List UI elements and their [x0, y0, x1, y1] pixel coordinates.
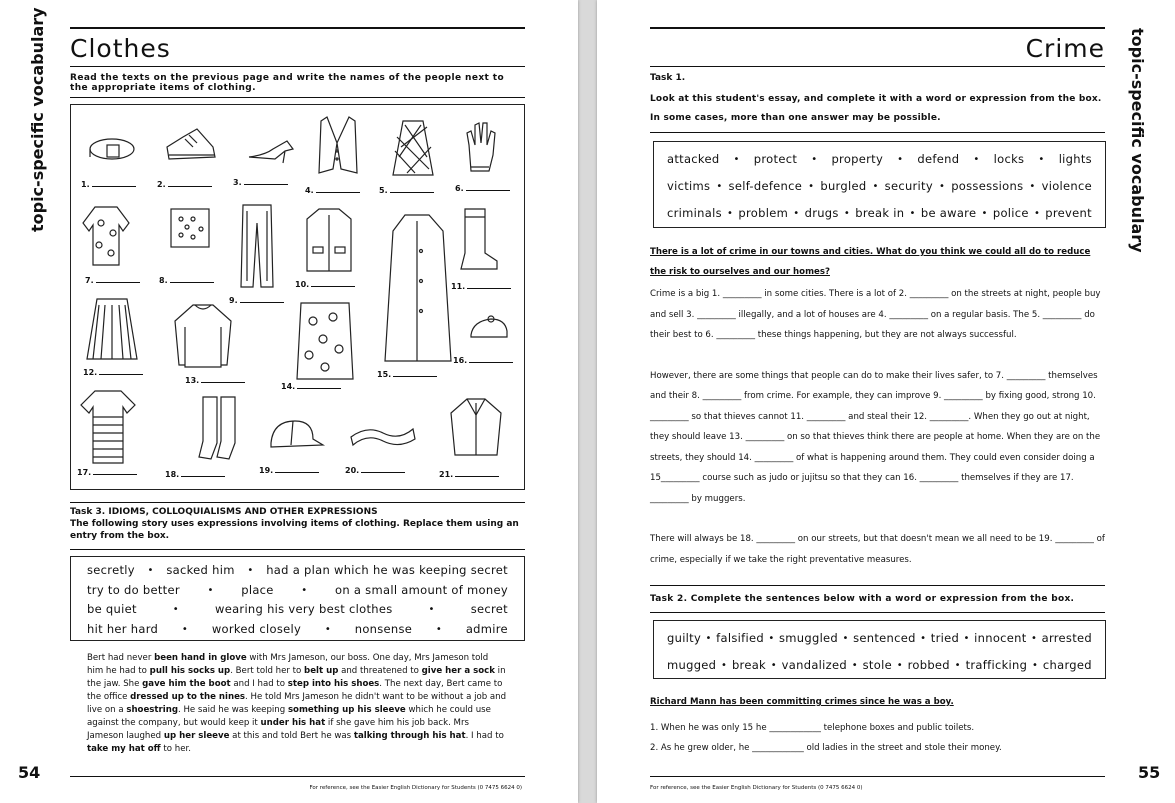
item-number: 11.	[451, 281, 511, 291]
bullet-separator: •	[1038, 154, 1045, 165]
essay-question: There is a lot of crime in our towns and cities. What do you think we could all do to reduce the risk to ourselves and our homes?	[650, 247, 1091, 277]
idiom-phrase: give her a sock	[421, 666, 495, 676]
word-box-row	[87, 581, 508, 601]
word-box-entry: victims	[667, 179, 711, 193]
task2-bottom-rule	[650, 612, 1105, 613]
side-label-left: topic-specific vocabulary	[28, 7, 47, 232]
item-number: 6.	[455, 183, 510, 193]
word-box-entry: break	[731, 658, 766, 672]
cardigan-icon	[447, 395, 505, 459]
word-box-row	[667, 146, 1092, 173]
idiom-phrase: under his hat	[260, 718, 326, 728]
sentence-1: 1. When he was only 15 he ____________ telephone boxes and public toilets.	[650, 723, 975, 733]
footer-rule	[650, 776, 1105, 777]
task3-bottom-rule	[70, 549, 525, 550]
clothes-picture-box	[70, 104, 525, 490]
word-box-entry: nonsense	[354, 621, 413, 636]
boot-icon	[457, 205, 499, 275]
task1-title: Task 1.	[650, 73, 686, 83]
high-heel-shoe-icon	[245, 135, 295, 165]
word-box-entry: innocent	[974, 631, 1027, 645]
bullet-separator: •	[207, 584, 214, 596]
word-box-entry: stole	[862, 658, 892, 672]
story-text: . The next day, Bert came to the office	[87, 679, 503, 702]
item-number: 7.	[85, 275, 140, 285]
idiom-phrase: shoestring	[126, 705, 178, 715]
word-box-entry: charged	[1042, 658, 1092, 672]
item-number: 14.	[281, 381, 341, 391]
task3-instructions: The following story uses expressions involving items of clothing. Replace them using an entry from the box.	[70, 519, 519, 541]
word-box-entry: trafficking	[965, 658, 1028, 672]
bullet-separator: •	[301, 584, 308, 596]
word-box-entry: burgled	[820, 179, 867, 193]
item-number: 17.	[77, 467, 137, 477]
word-box-row	[667, 173, 1092, 200]
bullet-separator: •	[768, 633, 775, 644]
bullet-separator: •	[727, 208, 734, 219]
story-text: with Mrs Jameson, our boss. One day, Mrs Jameson told him he had to	[87, 653, 489, 676]
story-text: . He told Mrs Jameson he didn't want to be without a job and live on a	[87, 692, 507, 715]
bullet-separator: •	[872, 181, 879, 192]
story-text: . Bert told her to	[230, 666, 305, 676]
task3-title: Task 3. IDIOMS, COLLOQUIALISMS AND OTHER EXPRESSIONS	[70, 507, 378, 517]
bullet-separator: •	[811, 154, 818, 165]
story-text: in the jaw. She	[87, 666, 506, 689]
page-title: Crime	[1025, 34, 1105, 63]
word-box-entry: try to do better	[87, 582, 180, 597]
idiom-phrase: up her sleeve	[163, 731, 230, 741]
idiom-phrase: dressed up to the nines	[130, 692, 246, 702]
essay-paragraph: However, there are some things that people can do to make their lives safer, to 7. _________ themselves and their 8. _________ from crime. For example, they can improve 9. _________ by fixing good, strong 10. _________ so that thieves cannot 11. _________ and steal their 12. _________. When they go out at night, they should leave 13. _________ on so that thieves think there are people at home. When they are on the streets, they should 14. _________ of what is happening around them. They could even consider doing a 15_________ course such as judo or jujitsu so that they can 16. _________ themselves if they are 17. _________ by muggers.	[650, 370, 1101, 504]
bullet-separator: •	[147, 565, 154, 576]
bullet-separator: •	[954, 660, 961, 671]
word-box-row	[87, 561, 508, 581]
story-text: which he could use against the company, but would keep it	[87, 705, 491, 728]
bullet-separator: •	[172, 604, 179, 615]
bullet-separator: •	[897, 154, 904, 165]
item-number: 3.	[233, 177, 288, 187]
bullet-separator: •	[247, 565, 254, 576]
bullet-separator: •	[973, 154, 980, 165]
word-box-entry: place	[241, 582, 274, 597]
bullet-separator: •	[1033, 208, 1041, 219]
essay-text	[650, 284, 1110, 590]
word-box-entry: mugged	[667, 658, 717, 672]
word-box-entry: falsified	[716, 631, 764, 645]
idiom-phrase: gave him the boot	[142, 679, 231, 689]
story-text: and threatened to	[338, 666, 422, 676]
bullet-separator: •	[1029, 181, 1036, 192]
idiom-phrase: take my hat off	[87, 744, 161, 754]
jacket-icon	[303, 205, 355, 277]
bullet-separator: •	[733, 154, 740, 165]
word-box-entry: tried	[930, 631, 960, 645]
word-box-entry: violence	[1041, 179, 1092, 193]
page-number: 55	[1138, 763, 1161, 782]
task2-title: Task 2. Complete the sentences below with a word or expression from the box.	[650, 594, 1075, 604]
word-box-entry: wearing his very best clothes	[214, 602, 393, 616]
story-text: if she gave him his job back. Mrs Jameson laughed	[87, 718, 469, 741]
left-page	[0, 0, 578, 803]
item-number: 18.	[165, 469, 225, 479]
waistcoat-icon	[315, 113, 361, 179]
sentence-2: 2. As he grew older, he ____________ old ladies in the street and stole their money.	[650, 743, 1002, 753]
item-number: 5.	[379, 185, 434, 195]
word-box-entry: police	[992, 206, 1029, 220]
socks-icon	[195, 393, 241, 465]
page-title: Clothes	[70, 34, 171, 63]
word-box-entry: criminals	[667, 206, 722, 220]
cap-icon	[267, 417, 327, 453]
story-text: at this and told Bert he was	[229, 731, 354, 741]
item-number: 8.	[159, 275, 214, 285]
footer-rule	[70, 776, 525, 777]
trainer-icon	[163, 125, 219, 167]
word-box-entry: be quiet	[87, 602, 137, 616]
word-box-entry: locks	[993, 152, 1025, 166]
word-box-entry: hit her hard	[87, 621, 159, 636]
word-box-entry: problem	[738, 206, 789, 220]
word-box-entry: be aware	[920, 206, 977, 220]
sweater-icon	[171, 301, 235, 371]
story-text: . I had to	[465, 731, 504, 741]
item-number: 12.	[83, 367, 143, 377]
bullet-separator: •	[842, 633, 849, 644]
idiom-phrase: pull his socks up	[149, 666, 231, 676]
word-box-entry: self-defence	[728, 179, 803, 193]
word-box-row	[667, 652, 1092, 679]
item-number: 20.	[345, 465, 405, 475]
story-heading: Richard Mann has been committing crimes since he was a boy.	[650, 697, 954, 707]
word-box-entry: attacked	[667, 152, 720, 166]
word-box-entry: sacked him	[166, 563, 235, 577]
essay-paragraph: Crime is a big 1. _________ in some cities. There is a lot of 2. _________ on the streets at night, people buy and sell 3. _________ illegally, and a lot of houses are 4. _________ on a regular basis. The 5. _________ do their best to 6. _________ these things happening, but they are not always successful.	[650, 289, 1101, 340]
title-rule	[650, 66, 1105, 67]
task1-instructions: Look at this student's essay, and complete it with a word or expression from the box. In some cases, more than one answer may be possible.	[650, 94, 1102, 123]
item-number: 1.	[81, 179, 136, 189]
word-box-entry: smuggled	[778, 631, 839, 645]
story-text: and I had to	[230, 679, 288, 689]
word-box-entry: security	[884, 179, 933, 193]
slipper-icon	[467, 313, 511, 343]
bullet-separator: •	[1030, 633, 1038, 644]
crime-word-box-2	[653, 620, 1106, 679]
bullet-separator: •	[181, 623, 189, 635]
bullet-separator: •	[851, 660, 858, 671]
task2-rule	[650, 585, 1105, 586]
essay-paragraph: There will always be 18. _________ on our streets, but that doesn't mean we all need to be 19. _________ of crime, especially if we take the right preventative measures.	[650, 534, 1105, 565]
task3-rule	[70, 502, 525, 503]
belt-icon	[87, 133, 137, 169]
bullet-separator: •	[793, 208, 800, 219]
bullet-separator: •	[324, 623, 332, 635]
word-box-entry: on a small amount of money	[335, 582, 508, 597]
item-number: 13.	[185, 375, 245, 385]
bullet-separator: •	[909, 208, 916, 219]
item-number: 15.	[377, 369, 437, 379]
side-label-right: topic-specific vocabulary	[1128, 28, 1147, 253]
item-number: 2.	[157, 179, 212, 189]
item-number: 9.	[229, 295, 284, 305]
story-text: Bert had never	[87, 653, 155, 663]
word-box-entry: robbed	[907, 658, 950, 672]
glove-icon	[463, 119, 499, 177]
bullet-separator: •	[716, 181, 723, 192]
word-box-entry: drugs	[804, 206, 839, 220]
bullet-separator: •	[920, 633, 927, 644]
word-box-entry: secret	[470, 602, 508, 616]
striped-tshirt-icon	[79, 387, 137, 467]
bullet-separator: •	[843, 208, 851, 219]
coat-icon	[383, 211, 453, 371]
word-box-entry: vandalized	[781, 658, 847, 672]
idiom-phrase: belt up	[304, 666, 339, 676]
word-box-entry: prevent	[1045, 206, 1092, 220]
spotted-scarf-icon	[167, 205, 213, 253]
bullet-separator: •	[721, 660, 728, 671]
pleated-skirt-icon	[85, 295, 139, 363]
idiom-phrase: been hand in glove	[154, 653, 247, 663]
word-box-entry: protect	[753, 152, 798, 166]
flowered-shirt-icon	[81, 201, 131, 271]
item-number: 10.	[295, 279, 355, 289]
word-box-entry: secretly	[87, 563, 135, 577]
footer-reference: For reference, see the Easier English Dictionary for Students (0 7475 6624 0)	[309, 785, 522, 791]
footer-reference: For reference, see the Easier English Dictionary for Students (0 7475 6624 0)	[650, 785, 863, 791]
item-number: 16.	[453, 355, 513, 365]
idiom-phrase: talking through his hat	[353, 731, 466, 741]
instructions: Read the texts on the previous page and write the names of the people next to the appropriate items of clothing.	[70, 73, 505, 93]
bullet-separator: •	[981, 208, 988, 219]
trousers-icon	[237, 201, 277, 289]
item-number: 21.	[439, 469, 499, 479]
bullet-separator: •	[428, 604, 435, 615]
word-box-row	[87, 600, 508, 620]
right-page	[597, 0, 1175, 803]
idiom-phrase: step into his shoes	[287, 679, 380, 689]
scarf-icon	[347, 421, 417, 449]
word-box-entry: property	[831, 152, 884, 166]
idiom-phrase: something up his sleeve	[287, 705, 406, 715]
word-box-entry: break in	[855, 206, 905, 220]
word-box-entry: arrested	[1041, 631, 1092, 645]
top-rule	[70, 27, 525, 29]
word-box-row	[667, 200, 1092, 227]
top-rule	[650, 27, 1105, 29]
story-text: to her.	[160, 744, 191, 754]
word-box-entry: worked closely	[211, 621, 302, 636]
page-number: 54	[18, 763, 41, 782]
flowered-skirt-icon	[295, 299, 355, 383]
clothing-idioms-story	[87, 652, 507, 756]
title-rule	[70, 66, 525, 67]
bullet-separator: •	[808, 181, 815, 192]
bullet-separator: •	[770, 660, 777, 671]
bullet-separator: •	[705, 633, 712, 644]
word-box-entry: guilty	[667, 631, 702, 645]
word-box-entry: had a plan which he was keeping secret	[266, 563, 508, 577]
idioms-word-box	[70, 556, 525, 641]
bullet-separator: •	[435, 623, 443, 635]
bullet-separator: •	[896, 660, 903, 671]
word-box-row	[87, 620, 508, 640]
word-box-row	[667, 625, 1092, 652]
bullet-separator: •	[1031, 660, 1039, 671]
bullet-separator: •	[938, 181, 946, 192]
item-number: 4.	[305, 185, 360, 195]
word-box-entry: sentenced	[853, 631, 916, 645]
word-box-entry: defend	[917, 152, 960, 166]
tartan-skirt-icon	[391, 117, 435, 179]
bullet-separator: •	[963, 633, 970, 644]
story-text: . He said he was keeping	[177, 705, 288, 715]
task1-rule	[650, 132, 1105, 133]
item-number: 19.	[259, 465, 319, 475]
crime-word-box-1	[653, 141, 1106, 228]
word-box-entry: admire	[465, 621, 508, 636]
word-box-entry: lights	[1058, 152, 1092, 166]
word-box-entry: possessions	[951, 179, 1024, 193]
instr-rule	[70, 97, 525, 98]
